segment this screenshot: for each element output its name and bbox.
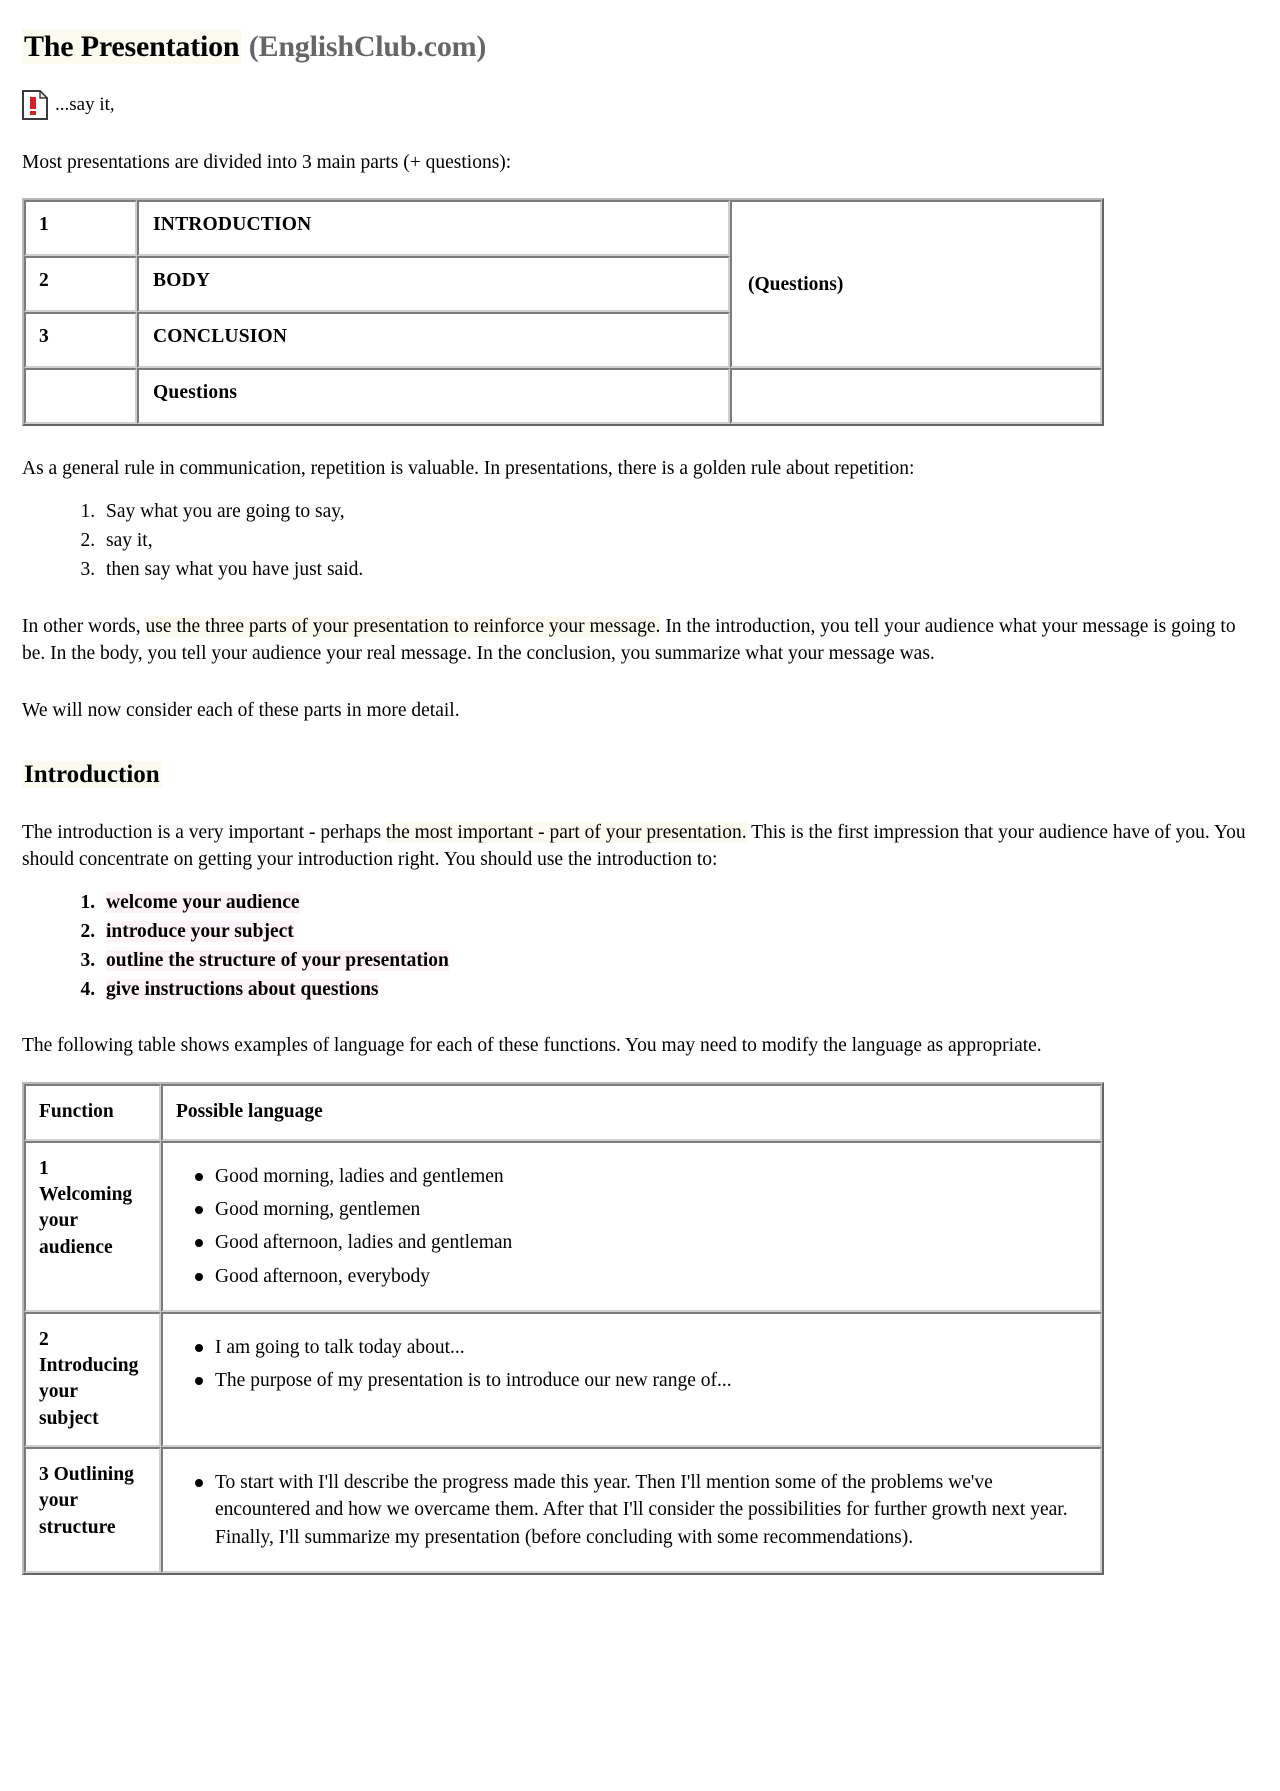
- function-line: 1: [39, 1157, 49, 1179]
- part-number: [24, 368, 137, 424]
- highlighted-text: use the three parts of your presentation to reinforce your message.: [145, 616, 661, 638]
- highlighted-text: the most important - part of your presentation.: [385, 822, 747, 843]
- page-title: [22, 28, 1258, 66]
- document-exclamation-icon: [22, 90, 48, 120]
- list-item: To start with I'll describe the progress made this year. Then I'll mention some of the problems we've encountered and how we overcame them. After that I'll consider the possibilities for further growth next year. Finally, I'll summarize my presentation (before concluding with some recommendations).: [215, 1469, 1090, 1551]
- note-caption: ...say it,: [55, 93, 115, 115]
- function-line: 2: [39, 1328, 49, 1350]
- list-item-label: outline the structure of your presentation: [106, 949, 449, 971]
- list-item: [100, 977, 1258, 1004]
- text-before: In other words,: [22, 616, 146, 638]
- text-after: In the introduction, you tell your audience what your message is going to be. In the body, you tell your audience your real message. In the conclusion, you summarize what your message was.: [22, 616, 1236, 664]
- language-list: [177, 1469, 1090, 1551]
- presentation-parts-table: [22, 198, 1104, 426]
- text-after: This is the first impression that your audience have of you. You should concentrate on getting your introduction right. You should use the introduction to:: [22, 822, 1246, 870]
- column-header-function: Function: [24, 1084, 161, 1140]
- table-row: [24, 1447, 1102, 1573]
- list-item: [100, 948, 1258, 975]
- list-item: Good morning, ladies and gentlemen: [215, 1163, 1090, 1190]
- list-item: Good morning, gentlemen: [215, 1196, 1090, 1223]
- list-item-label: give instructions about questions: [106, 978, 379, 1000]
- function-line: structure: [39, 1516, 116, 1538]
- questions-empty-cell: [730, 368, 1102, 424]
- table-lead-paragraph: The following table shows examples of language for each of these functions. You may need to modify the language as appropriate.: [22, 1035, 1042, 1057]
- part-name: Questions: [137, 368, 730, 424]
- table-row: [24, 1312, 1102, 1447]
- part-name: INTRODUCTION: [137, 200, 730, 256]
- function-line: your: [39, 1210, 78, 1232]
- function-line: Welcoming: [39, 1183, 133, 1205]
- list-item: The purpose of my presentation is to introduce our new range of...: [215, 1367, 1090, 1394]
- list-item: 1. Say what you are going to say,: [100, 499, 1258, 526]
- table-row: [24, 368, 1102, 424]
- language-list: [177, 1334, 1090, 1395]
- part-number: 2: [24, 256, 137, 312]
- page-title-site: (EnglishClub.com): [248, 30, 487, 63]
- function-line: 3 Outlining: [39, 1464, 134, 1486]
- table-row: [24, 200, 1102, 256]
- introduction-paragraph: [22, 820, 1258, 874]
- function-line: your: [39, 1490, 78, 1512]
- repetition-paragraph: As a general rule in communication, repetition is valuable. In presentations, there is a golden rule about repetition:: [22, 458, 915, 480]
- list-item: Good afternoon, everybody: [215, 1263, 1090, 1290]
- language-cell: [161, 1141, 1102, 1312]
- part-name: CONCLUSION: [137, 312, 730, 368]
- note-icon-line: [22, 90, 1258, 120]
- language-list: [177, 1163, 1090, 1290]
- introduction-section-header: [22, 725, 1258, 790]
- golden-rule-list: [22, 499, 1258, 584]
- function-line: subject: [39, 1407, 99, 1429]
- list-item-label: welcome your audience: [106, 891, 300, 913]
- section-heading-text: Introduction: [24, 760, 160, 788]
- introduction-functions-list: [22, 890, 1258, 1004]
- page-title-main: The Presentation: [24, 30, 240, 63]
- list-item: [100, 890, 1258, 917]
- intro-paragraph: Most presentations are divided into 3 main parts (+ questions):: [22, 151, 512, 173]
- list-item: 3. then say what you have just said.: [100, 557, 1258, 584]
- list-item: I am going to talk today about...: [215, 1334, 1090, 1361]
- questions-cell: (Questions): [730, 200, 1102, 368]
- function-line: audience: [39, 1236, 113, 1258]
- list-item: [100, 919, 1258, 946]
- part-number: 1: [24, 200, 137, 256]
- function-language-table: [22, 1082, 1104, 1575]
- more-detail-paragraph: We will now consider each of these parts in more detail.: [22, 699, 460, 721]
- part-number: 3: [24, 312, 137, 368]
- function-cell: [24, 1312, 161, 1447]
- function-line: Introducing: [39, 1355, 139, 1377]
- section-heading: [22, 759, 162, 790]
- list-item-label: introduce your subject: [106, 920, 294, 942]
- function-cell: [24, 1447, 161, 1573]
- text-before: The introduction is a very important - perhaps: [22, 822, 386, 843]
- in-other-words-paragraph: [22, 614, 1258, 668]
- list-item: 2. say it,: [100, 528, 1258, 555]
- function-cell: [24, 1141, 161, 1312]
- language-cell: [161, 1312, 1102, 1447]
- function-line: your: [39, 1381, 78, 1403]
- list-item: Good afternoon, ladies and gentleman: [215, 1229, 1090, 1256]
- language-cell: [161, 1447, 1102, 1573]
- table-row: [24, 1141, 1102, 1312]
- column-header-possible-language: Possible language: [161, 1084, 1102, 1140]
- part-name: BODY: [137, 256, 730, 312]
- table-header-row: [24, 1084, 1102, 1140]
